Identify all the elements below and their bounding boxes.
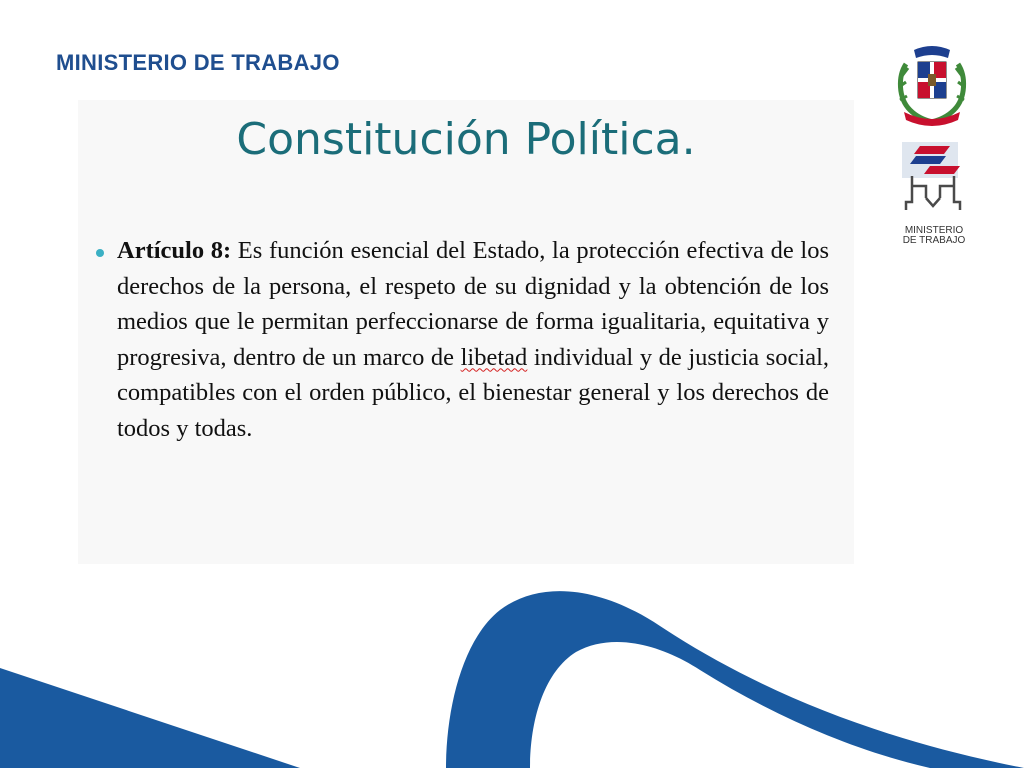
article-body-end: individual y de justicia social, compatibles con el orden público, el bienestar general y los derechos de todos y todas. [117, 343, 829, 442]
dominican-republic-coat-of-arms-icon [892, 42, 972, 128]
ministry-logo-caption [884, 226, 984, 246]
content-box [78, 100, 854, 564]
ministry-header: MINISTERIO DE TRABAJO [56, 50, 340, 75]
article-body: Es función esencial del Estado, la protección efectiva de los derechos de la persona, el respeto de su dignidad y la obtención de los medios que le permitan perfeccionarse de forma igualitaria, equitativa y progresiva, dentro de un marco de [117, 237, 829, 371]
article-label: Artículo 8: [117, 237, 232, 264]
slide-title: Constitución Política. [236, 114, 696, 165]
spellcheck-flagged-word: libetad [460, 343, 528, 371]
ministerio-de-trabajo-logo-icon [896, 142, 972, 220]
article-text [117, 233, 829, 446]
logo-caption-line: DE TRABAJO [902, 235, 966, 246]
logo-caption-line: MINISTERIO [904, 225, 964, 236]
decorative-swoosh [0, 580, 1024, 768]
bullet-dot-icon [96, 249, 104, 257]
